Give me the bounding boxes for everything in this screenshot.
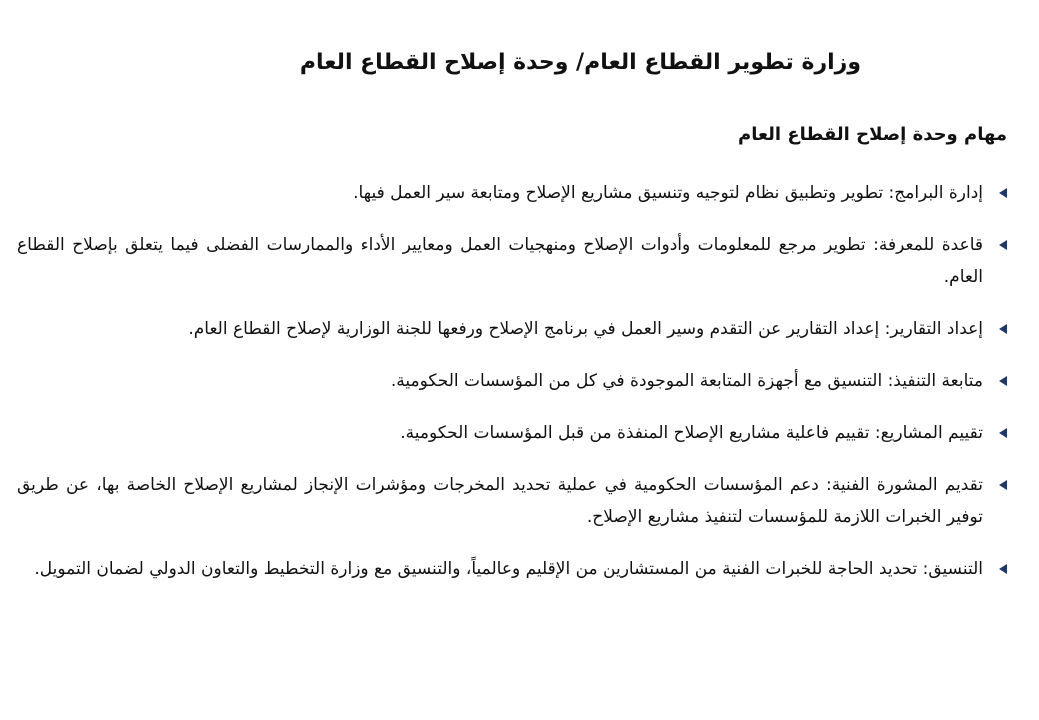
list-item (17, 177, 1007, 209)
list-item (17, 365, 1007, 397)
list-item (17, 229, 1007, 293)
list-item (17, 469, 1007, 533)
task-text: التنسيق: تحديد الحاجة للخبرات الفنية من المستشارين من الإقليم وعالمياً، والتنسيق مع وزارة التخطيط والتعاون الدولي لضمان التمويل. (34, 559, 983, 579)
list-item (17, 417, 1007, 449)
triangle-left-icon (983, 177, 1007, 209)
list-item (17, 553, 1007, 585)
task-text: تقييم المشاريع: تقييم فاعلية مشاريع الإصلاح المنفذة من قبل المؤسسات الحكومية. (400, 423, 983, 443)
section-subtitle: مهام وحدة إصلاح القطاع العام (738, 124, 1007, 145)
triangle-left-icon (983, 553, 1007, 585)
triangle-left-icon (983, 469, 1007, 501)
triangle-left-icon (983, 417, 1007, 449)
page-title: وزارة تطوير القطاع العام/ وحدة إصلاح القطاع العام (299, 50, 861, 75)
tasks-list (17, 177, 1007, 605)
task-text: إعداد التقارير: إعداد التقارير عن التقدم وسير العمل في برنامج الإصلاح ورفعها للجنة الوزارية لإصلاح القطاع العام. (188, 319, 983, 339)
task-text: إدارة البرامج: تطوير وتطبيق نظام لتوجيه وتنسيق مشاريع الإصلاح ومتابعة سير العمل فيها. (353, 183, 983, 203)
triangle-left-icon (983, 365, 1007, 397)
list-item (17, 313, 1007, 345)
task-text: متابعة التنفيذ: التنسيق مع أجهزة المتابعة الموجودة في كل من المؤسسات الحكومية. (390, 371, 983, 391)
triangle-left-icon (983, 313, 1007, 345)
triangle-left-icon (983, 229, 1007, 261)
task-text: قاعدة للمعرفة: تطوير مرجع للمعلومات وأدوات الإصلاح ومنهجيات العمل ومعايير الأداء والممارسات الفضلى فيما يتعلق بإصلاح القطاع العام. (17, 235, 983, 287)
task-text: تقديم المشورة الفنية: دعم المؤسسات الحكومية في عملية تحديد المخرجات ومؤشرات الإنجاز لمشاريع الإصلاح الخاصة بها، عن طريق توفير الخبرات اللازمة للمؤسسات لتنفيذ مشاريع الإصلاح. (17, 475, 983, 527)
